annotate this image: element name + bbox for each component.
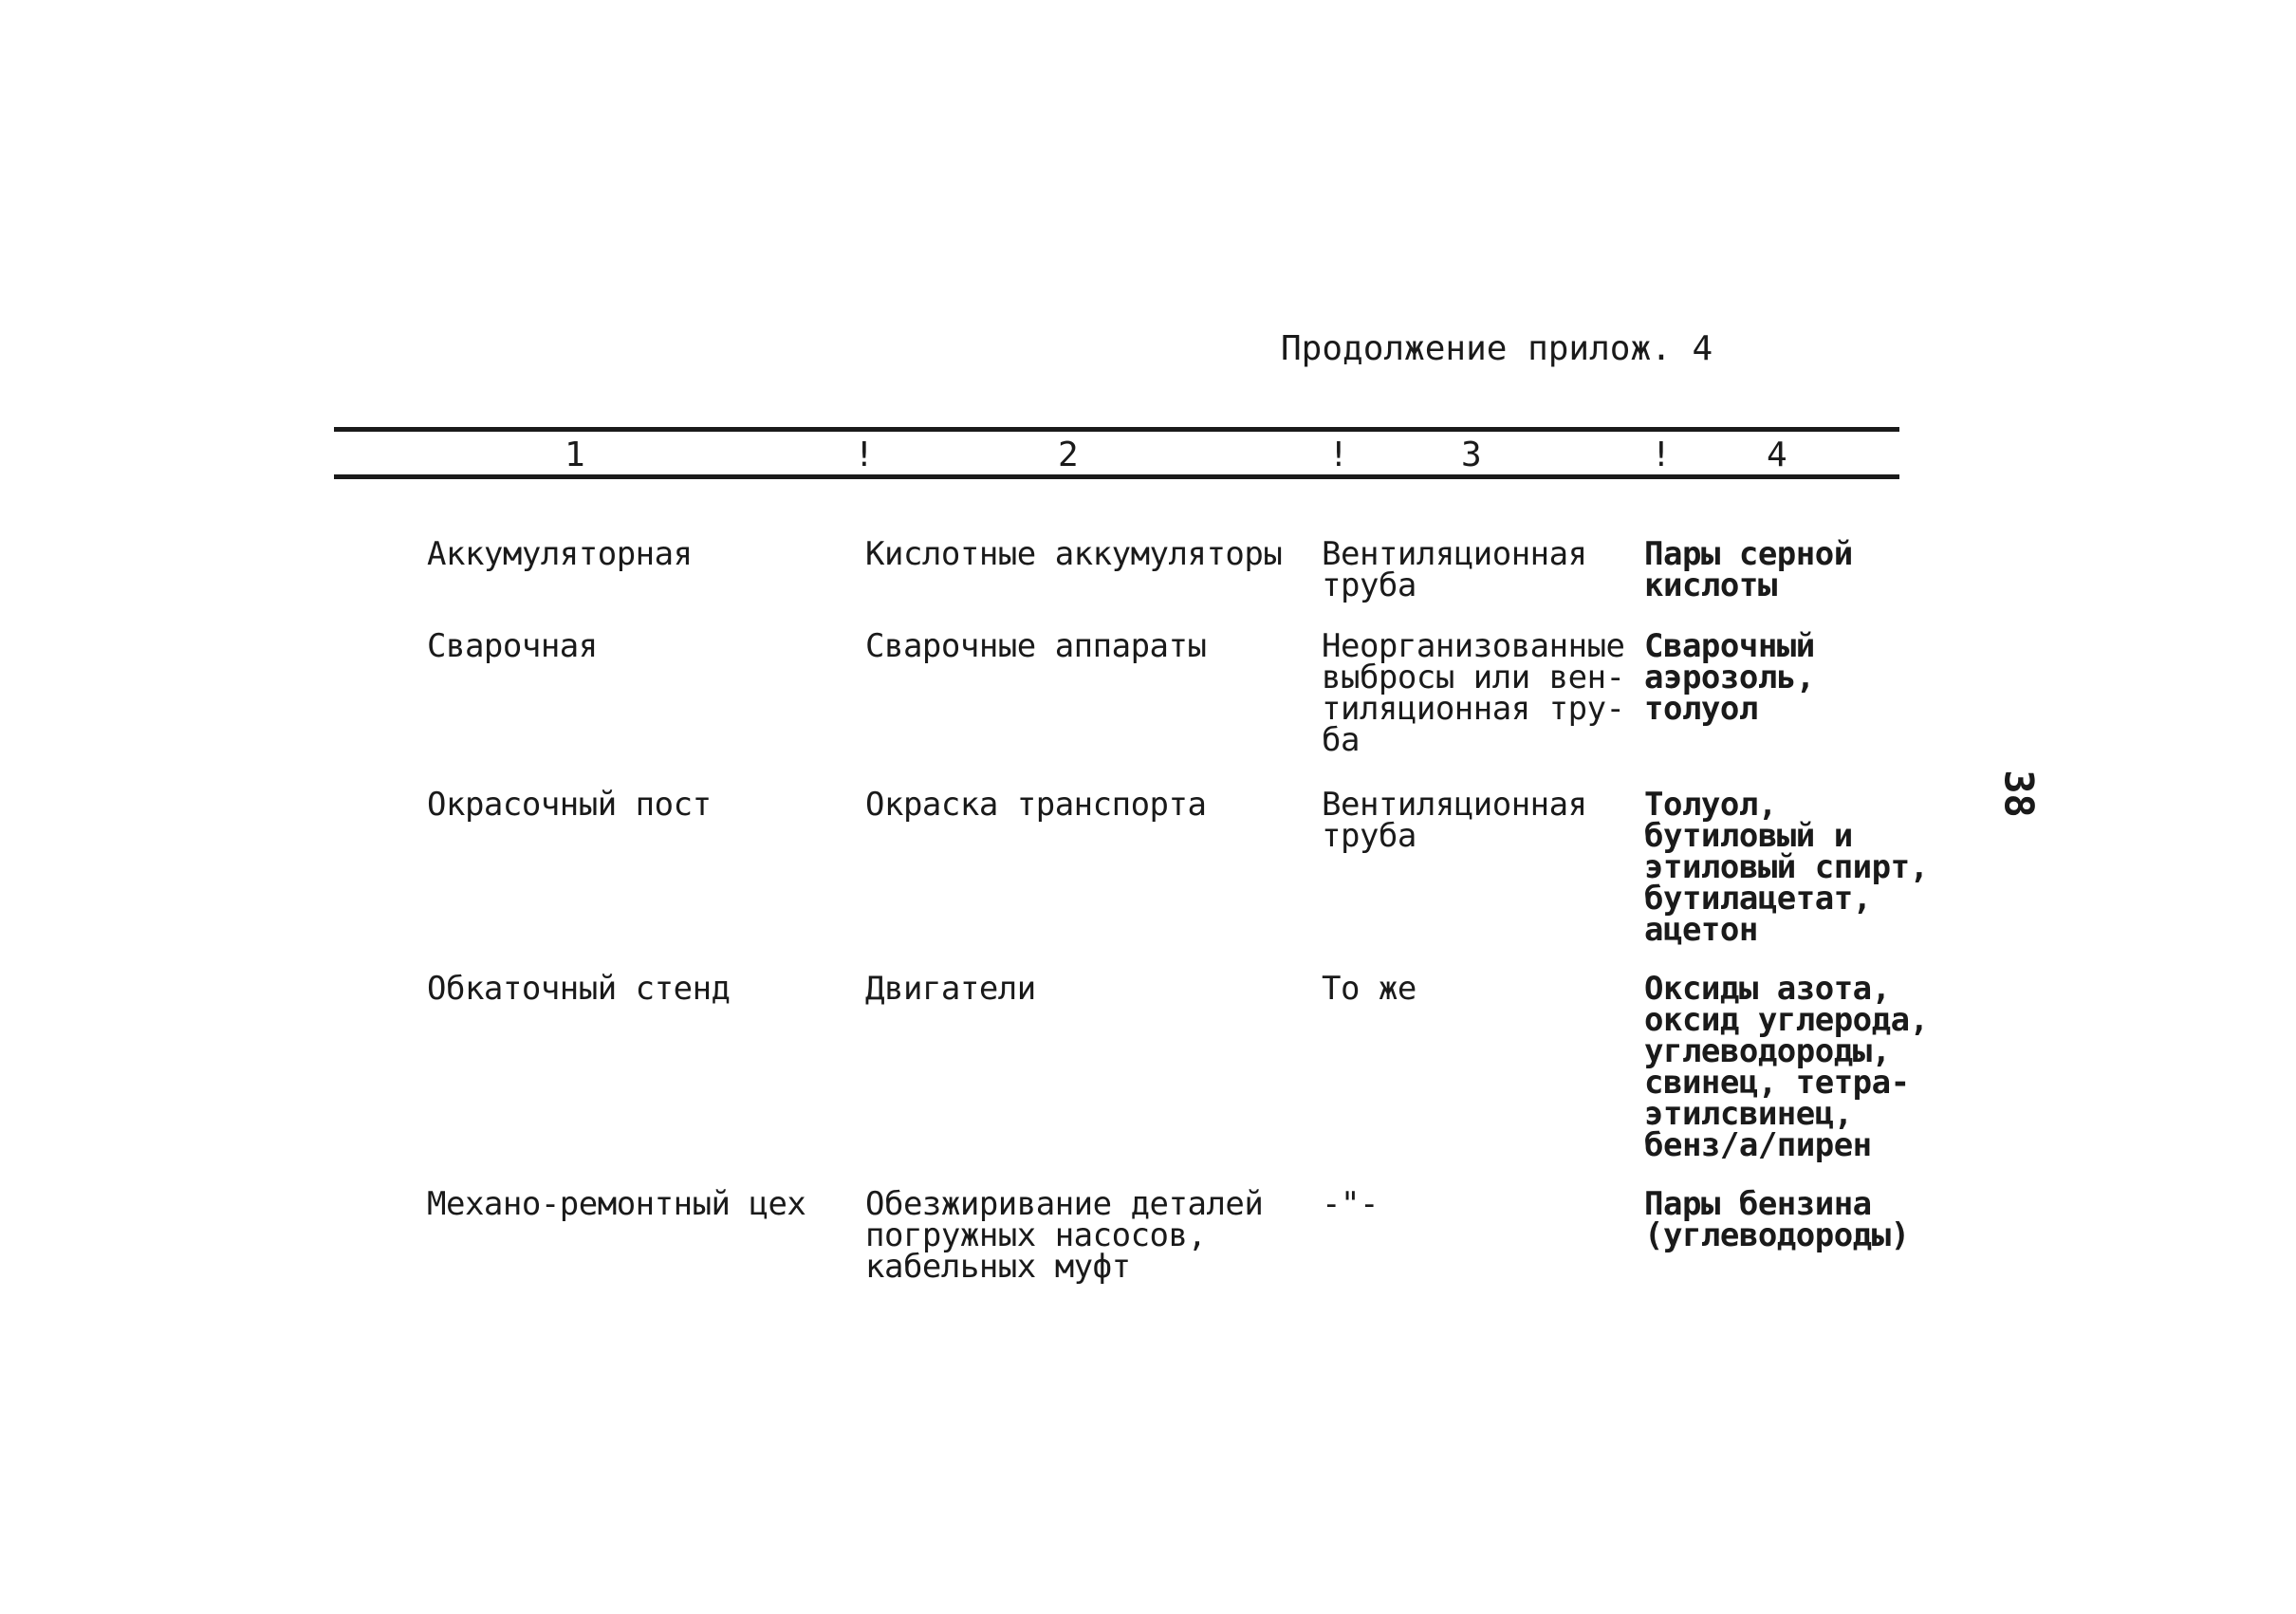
table-cell: Окрасочный пост [427, 786, 712, 824]
table-cell: Пары бензина (углеводороды) [1644, 1185, 1910, 1254]
table-cell: Обкаточный стенд [427, 970, 731, 1008]
table-cell: Вентиляционная труба [1322, 535, 1587, 604]
table-cell: Сварочный аэрозоль, толуол [1644, 627, 1815, 728]
column-header-3: 3 [1461, 436, 1482, 474]
column-header-4: 4 [1767, 436, 1787, 474]
table-cell: Механо-ремонтный цех [427, 1185, 806, 1223]
table-cell: Окраска транспорта [865, 786, 1207, 824]
table-cell: Аккумуляторная [427, 535, 693, 573]
page-number: 38 [1995, 770, 2043, 818]
table-cell: Двигатели [865, 970, 1036, 1008]
table-cell: Неорганизованные выбросы или вен- тиляционная тру- ба [1322, 627, 1625, 759]
table-cell: То же [1322, 970, 1416, 1008]
table-header-bottom-rule [334, 474, 1899, 479]
table-cell: Сварочная [427, 627, 598, 665]
table-cell: Сварочные аппараты [865, 627, 1207, 665]
table-cell: Обезжиривание деталей погружных насосов, кабельных муфт [865, 1185, 1264, 1286]
table-cell: Вентиляционная труба [1322, 786, 1587, 855]
table-cell: -"- [1322, 1185, 1379, 1223]
column-separator: ! [1328, 436, 1349, 474]
column-separator: ! [854, 436, 875, 474]
table-cell: Кислотные аккумуляторы [865, 535, 1283, 573]
table-cell: Толуол, бутиловый и этиловый спирт, бутилацетат, ацетон [1644, 786, 1929, 949]
table-cell: Пары серной кислоты [1644, 535, 1853, 604]
column-header-1: 1 [565, 436, 585, 474]
table-cell: Оксиды азота, оксид углерода, углеводороды, свинец, тетра- этилсвинец, бенз/а/пирен [1644, 970, 1929, 1164]
column-header-2: 2 [1058, 436, 1079, 474]
column-separator: ! [1651, 436, 1672, 474]
continuation-note: Продолжение прилож. 4 [1281, 329, 1713, 368]
table-top-rule [334, 427, 1899, 432]
